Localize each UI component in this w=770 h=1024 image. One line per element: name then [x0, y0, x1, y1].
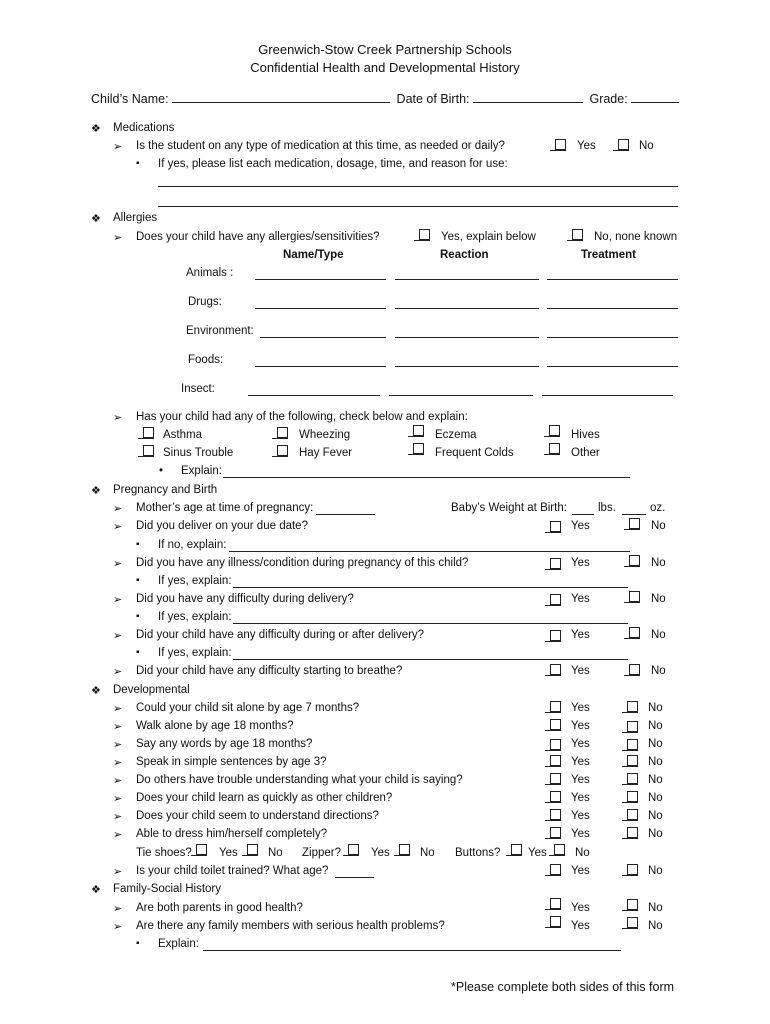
square-bullet-icon: ▪: [136, 611, 140, 622]
arrow-icon: ➢: [113, 703, 123, 715]
child-delivery-yes-label: Yes: [571, 629, 590, 641]
row-label-foods: Foods:: [188, 354, 224, 366]
dev-question: Say any words by age 18 months?: [136, 738, 313, 750]
hay-fever-label: Hay Fever: [299, 447, 353, 459]
breathe-question: Did your child have any difficulty starting to breathe?: [136, 665, 403, 677]
oz-label: oz.: [650, 502, 666, 514]
drugs-name-field[interactable]: [255, 308, 386, 309]
zipper-yes-checkbox[interactable]: [343, 844, 359, 857]
buttons-yes-label: Yes: [528, 847, 547, 859]
arrow-icon: ➢: [113, 739, 123, 751]
family-explain-label: Explain:: [158, 938, 199, 950]
insect-name-field[interactable]: [248, 395, 380, 396]
dev-yes-checkbox[interactable]: [545, 739, 561, 752]
arrow-icon: ➢: [113, 412, 123, 424]
baby-weight-oz-field[interactable]: [622, 514, 646, 515]
family-problems-yes-checkbox[interactable]: [545, 916, 561, 929]
square-bullet-icon: ▪: [136, 158, 140, 169]
illness-no-label: No: [651, 557, 666, 569]
child-name-field[interactable]: [172, 90, 390, 103]
breathe-no-checkbox[interactable]: [624, 664, 640, 677]
buttons-no-checkbox[interactable]: [549, 844, 565, 857]
dev-yes-label: Yes: [571, 720, 590, 732]
dev-yes-label: Yes: [571, 792, 590, 804]
dev-no-checkbox[interactable]: [622, 827, 638, 840]
hives-checkbox[interactable]: [544, 425, 560, 438]
due-date-explain-field[interactable]: [229, 551, 630, 552]
arrow-icon: ➢: [113, 666, 123, 678]
frequent-colds-label: Frequent Colds: [435, 447, 514, 459]
delivery-yes-checkbox[interactable]: [545, 594, 561, 607]
child-delivery-yes-checkbox[interactable]: [545, 630, 561, 643]
form-title: Greenwich-Stow Creek Partnership Schools: [258, 42, 512, 57]
due-date-yes-checkbox[interactable]: [545, 521, 561, 534]
zipper-no-checkbox[interactable]: [394, 844, 410, 857]
family-explain-field[interactable]: [203, 950, 621, 951]
hives-label: Hives: [571, 429, 600, 441]
environment-reaction-field[interactable]: [395, 337, 539, 338]
dev-no-checkbox[interactable]: [622, 809, 638, 822]
other-label: Other: [571, 447, 600, 459]
arrow-icon: ➢: [113, 521, 123, 533]
toilet-no-label: No: [648, 865, 663, 877]
breathe-yes-label: Yes: [571, 665, 590, 677]
child-delivery-explain-label: If yes, explain:: [158, 647, 232, 659]
row-label-drugs: Drugs:: [188, 296, 222, 308]
medication-list-line-2[interactable]: [158, 206, 678, 207]
square-bullet-icon: ▪: [136, 539, 140, 550]
medication-list-line-1[interactable]: [158, 186, 678, 187]
delivery-explain-label: If yes, explain:: [158, 611, 232, 623]
delivery-question: Did you have any difficulty during delivery?: [136, 593, 354, 605]
sinus-trouble-checkbox[interactable]: [138, 445, 154, 458]
insect-treatment-field[interactable]: [542, 395, 673, 396]
arrow-icon: ➢: [113, 775, 123, 787]
arrow-icon: ➢: [113, 811, 123, 823]
arrow-icon: ➢: [113, 793, 123, 805]
allergies-yes-checkbox[interactable]: [414, 229, 430, 242]
dev-no-label: No: [648, 702, 663, 714]
illness-question: Did you have any illness/condition during pregnancy of this child?: [136, 557, 469, 569]
arrow-icon: ➢: [113, 558, 123, 570]
illness-explain-label: If yes, explain:: [158, 575, 232, 587]
illness-yes-label: Yes: [571, 557, 590, 569]
conditions-explain-field[interactable]: [223, 477, 630, 478]
wheezing-checkbox[interactable]: [272, 427, 288, 440]
foods-treatment-field[interactable]: [547, 366, 678, 367]
parents-health-yes-label: Yes: [571, 902, 590, 914]
dev-no-label: No: [648, 774, 663, 786]
drugs-treatment-field[interactable]: [547, 308, 678, 309]
diamond-icon: ❖: [91, 485, 101, 497]
square-bullet-icon: ▪: [136, 647, 140, 658]
arrow-icon: ➢: [113, 630, 123, 642]
mother-age-field[interactable]: [316, 514, 375, 515]
grade-field[interactable]: [631, 90, 679, 103]
baby-weight-lbs-field[interactable]: [572, 514, 594, 515]
medication-no-label: No: [639, 140, 654, 152]
row-label-insect: Insect:: [181, 383, 215, 395]
dev-question: Speak in simple sentences by age 3?: [136, 756, 327, 768]
col-reaction: Reaction: [440, 249, 489, 261]
hay-fever-checkbox[interactable]: [272, 445, 288, 458]
dev-question: Could your child sit alone by age 7 months?: [136, 702, 360, 714]
medications-heading: Medications: [113, 122, 175, 134]
col-name-type: Name/Type: [283, 249, 344, 261]
due-date-explain-label: If no, explain:: [158, 539, 227, 551]
due-date-no-label: No: [651, 520, 666, 532]
developmental-heading: Developmental: [113, 684, 190, 696]
family-problems-no-checkbox[interactable]: [622, 917, 638, 930]
dev-yes-label: Yes: [571, 828, 590, 840]
square-bullet-icon: ▪: [136, 938, 140, 949]
diamond-icon: ❖: [91, 213, 101, 225]
diamond-icon: ❖: [91, 123, 101, 135]
illness-explain-field[interactable]: [233, 587, 628, 588]
insect-reaction-field[interactable]: [389, 395, 533, 396]
diamond-icon: ❖: [91, 884, 101, 896]
animals-name-field[interactable]: [255, 279, 386, 280]
arrow-icon: ➢: [113, 866, 123, 878]
allergies-no-label: No, none known: [594, 231, 678, 243]
dev-yes-label: Yes: [571, 702, 590, 714]
due-date-no-checkbox[interactable]: [624, 518, 640, 531]
animals-reaction-field[interactable]: [395, 279, 539, 280]
foods-reaction-field[interactable]: [395, 366, 539, 367]
dev-no-label: No: [648, 720, 663, 732]
arrow-icon: ➢: [113, 721, 123, 733]
arrow-icon: ➢: [113, 903, 123, 915]
dev-question: Walk alone by age 18 months?: [136, 720, 294, 732]
family-problems-no-label: No: [648, 920, 663, 932]
due-date-yes-label: Yes: [571, 520, 590, 532]
allergies-heading: Allergies: [113, 212, 158, 224]
parents-health-question: Are both parents in good health?: [136, 902, 303, 914]
dev-no-label: No: [648, 828, 663, 840]
environment-name-field[interactable]: [260, 337, 386, 338]
illness-no-checkbox[interactable]: [624, 555, 640, 568]
dev-yes-label: Yes: [571, 756, 590, 768]
toilet-question: Is your child toilet trained? What age?: [136, 865, 329, 877]
child-delivery-no-checkbox[interactable]: [624, 627, 640, 640]
dev-yes-checkbox[interactable]: [545, 827, 561, 840]
col-treatment: Treatment: [581, 249, 636, 261]
family-heading: Family-Social History: [113, 883, 221, 895]
arrow-icon: ➢: [113, 503, 123, 515]
child-delivery-question: Did your child have any difficulty during or after delivery?: [136, 629, 425, 641]
dob-field[interactable]: [473, 90, 583, 103]
dev-no-checkbox[interactable]: [622, 701, 638, 714]
footer-note: *Please complete both sides of this form: [451, 980, 675, 994]
tie-shoes-no-label: No: [268, 847, 283, 859]
row-label-animals: Animals :: [186, 267, 234, 279]
medication-no-checkbox[interactable]: [613, 139, 629, 152]
other-checkbox[interactable]: [544, 443, 560, 456]
dev-yes-checkbox[interactable]: [545, 791, 561, 804]
dev-yes-checkbox[interactable]: [545, 755, 561, 768]
mother-age-label: Mother’s age at time of pregnancy:: [136, 502, 314, 514]
square-bullet-icon: ▪: [136, 575, 140, 586]
dev-no-label: No: [648, 738, 663, 750]
family-problems-question: Are there any family members with serious health problems?: [136, 920, 445, 932]
dev-no-checkbox[interactable]: [622, 755, 638, 768]
grade-label: Grade:: [589, 92, 628, 106]
lbs-label: lbs.: [598, 502, 616, 514]
dev-no-label: No: [648, 792, 663, 804]
dev-yes-checkbox[interactable]: [545, 809, 561, 822]
toilet-no-checkbox[interactable]: [622, 864, 638, 877]
asthma-checkbox[interactable]: [138, 427, 154, 440]
dot-bullet-icon: •: [159, 465, 164, 477]
parents-health-yes-checkbox[interactable]: [545, 898, 561, 911]
zipper-yes-label: Yes: [371, 847, 390, 859]
allergies-yes-label: Yes, explain below: [441, 231, 536, 243]
zipper-label: Zipper?: [302, 847, 341, 859]
delivery-no-checkbox[interactable]: [624, 591, 640, 604]
sinus-trouble-label: Sinus Trouble: [163, 447, 234, 459]
breathe-no-label: No: [651, 665, 666, 677]
tie-shoes-no-checkbox[interactable]: [242, 844, 258, 857]
dev-question: Able to dress him/herself completely?: [136, 828, 328, 840]
child-delivery-no-label: No: [651, 629, 666, 641]
delivery-yes-label: Yes: [571, 593, 590, 605]
arrow-icon: ➢: [113, 232, 123, 244]
diamond-icon: ❖: [91, 685, 101, 697]
animals-treatment-field[interactable]: [547, 279, 678, 280]
parents-health-no-checkbox[interactable]: [622, 899, 638, 912]
drugs-reaction-field[interactable]: [395, 308, 539, 309]
arrow-icon: ➢: [113, 829, 123, 841]
child-name-label: Child’s Name:: [91, 92, 169, 106]
eczema-checkbox[interactable]: [408, 425, 424, 438]
buttons-yes-checkbox[interactable]: [506, 844, 522, 857]
row-label-environment: Environment:: [186, 325, 254, 337]
breathe-yes-checkbox[interactable]: [545, 664, 561, 677]
due-date-question: Did you deliver on your due date?: [136, 520, 308, 532]
environment-treatment-field[interactable]: [547, 337, 678, 338]
dev-yes-checkbox[interactable]: [545, 719, 561, 732]
arrow-icon: ➢: [113, 757, 123, 769]
delivery-no-label: No: [651, 593, 666, 605]
illness-yes-checkbox[interactable]: [545, 558, 561, 571]
frequent-colds-checkbox[interactable]: [408, 443, 424, 456]
allergies-question: Does your child have any allergies/sensitivities?: [136, 231, 380, 243]
parents-health-no-label: No: [648, 902, 663, 914]
buttons-label: Buttons?: [455, 847, 501, 859]
dev-no-checkbox[interactable]: [622, 721, 638, 734]
dev-yes-label: Yes: [571, 774, 590, 786]
dev-yes-label: Yes: [571, 810, 590, 822]
dev-no-label: No: [648, 810, 663, 822]
pregnancy-heading: Pregnancy and Birth: [113, 484, 218, 496]
arrow-icon: ➢: [113, 594, 123, 606]
arrow-icon: ➢: [113, 921, 123, 933]
medication-yes-label: Yes: [577, 140, 596, 152]
form-subtitle: Confidential Health and Developmental History: [250, 60, 520, 75]
tie-shoes-yes-label: Yes: [219, 847, 238, 859]
medication-question: Is the student on any type of medication at this time, as needed or daily?: [136, 140, 505, 152]
dev-no-checkbox[interactable]: [622, 773, 638, 786]
buttons-no-label: No: [575, 847, 590, 859]
zipper-no-label: No: [420, 847, 435, 859]
dev-yes-checkbox[interactable]: [545, 773, 561, 786]
dev-yes-label: Yes: [571, 738, 590, 750]
family-problems-yes-label: Yes: [571, 920, 590, 932]
allergies-no-checkbox[interactable]: [567, 229, 583, 242]
eczema-label: Eczema: [435, 429, 477, 441]
arrow-icon: ➢: [113, 141, 123, 153]
conditions-question: Has your child had any of the following, check below and explain:: [136, 411, 468, 423]
child-delivery-explain-field[interactable]: [233, 659, 628, 660]
dev-question: Does your child seem to understand directions?: [136, 810, 379, 822]
dev-no-checkbox[interactable]: [622, 739, 638, 752]
baby-weight-label: Baby’s Weight at Birth:: [451, 502, 567, 514]
dev-question: Do others have trouble understanding what your child is saying?: [136, 774, 463, 786]
medication-list-prompt: If yes, please list each medication, dosage, time, and reason for use:: [158, 158, 508, 170]
tie-shoes-yes-checkbox[interactable]: [191, 844, 207, 857]
conditions-explain-label: Explain:: [181, 465, 222, 477]
dev-question: Does your child learn as quickly as other children?: [136, 792, 393, 804]
dev-no-label: No: [648, 756, 663, 768]
tie-shoes-label: Tie shoes?: [136, 847, 192, 859]
toilet-yes-checkbox[interactable]: [545, 864, 561, 877]
wheezing-label: Wheezing: [299, 429, 351, 441]
asthma-label: Asthma: [163, 429, 202, 441]
dev-no-checkbox[interactable]: [622, 791, 638, 804]
foods-name-field[interactable]: [255, 366, 386, 367]
medication-yes-checkbox[interactable]: [550, 139, 566, 152]
toilet-yes-label: Yes: [571, 865, 590, 877]
dev-yes-checkbox[interactable]: [545, 701, 561, 714]
delivery-explain-field[interactable]: [233, 623, 628, 624]
dob-label: Date of Birth:: [396, 92, 470, 106]
toilet-age-field[interactable]: [335, 877, 374, 878]
